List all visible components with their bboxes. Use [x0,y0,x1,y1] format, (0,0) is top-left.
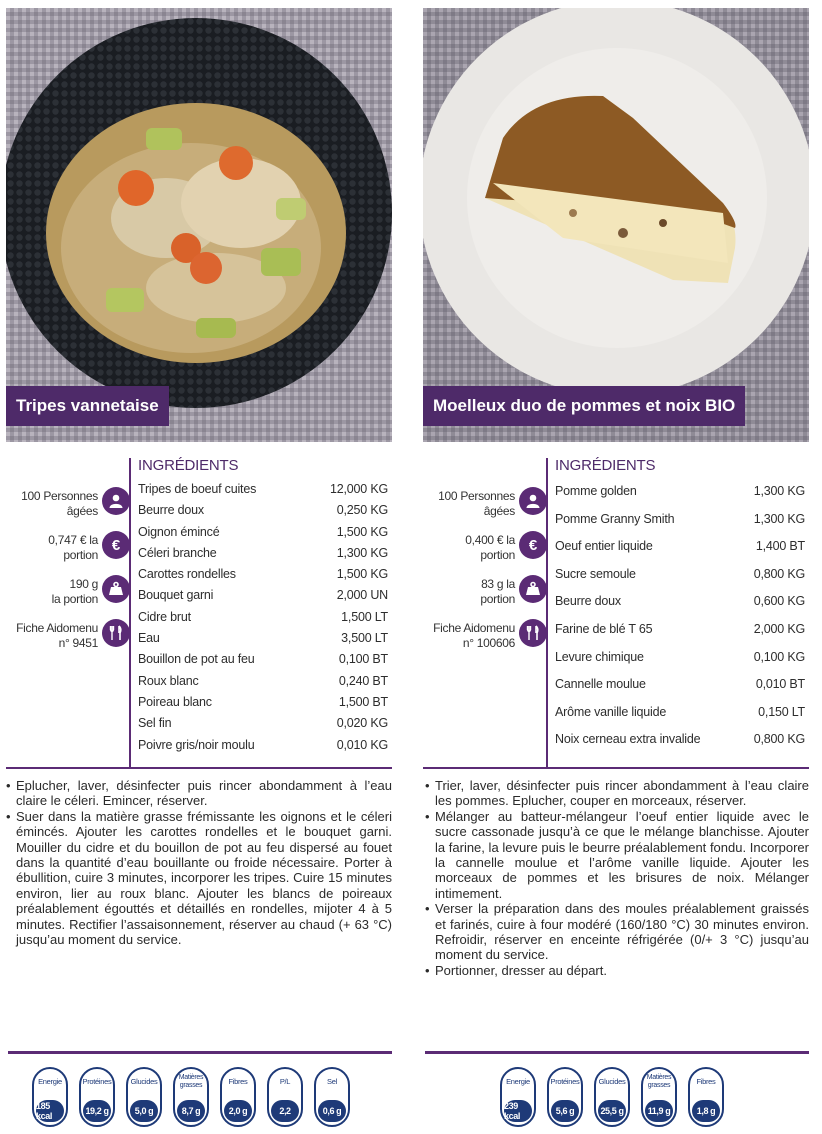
persons-text: 100 Personnes âgées [438,489,515,518]
ingredient-name: Sucre semoule [555,566,636,581]
ingredient-name: Eau [138,631,160,646]
price-text: 0,747 € la portion [48,533,98,562]
preparation-step: • Verser la préparation dans des moules préalablement graissés et farinés, cuire à four modéré (160/180 °C) 30 minutes environ. Refroidir, réserver en enceinte réfrigérée (0/+ 3 °C) jusqu’au moment du service. [425,901,809,963]
ingredient-name: Poireau blanc [138,694,212,709]
fiche-text: Fiche Aidomenu n° 9451 [16,621,98,650]
nutrition-badges [32,1067,361,1127]
nutrition-value: 185 kcal [36,1100,64,1122]
ingredient-name: Arôme vanille liquide [555,704,667,719]
ingredient-quantity: 0,800 KG [753,566,805,581]
euro-icon: € [102,531,130,559]
nutrition-badge [220,1067,256,1127]
nutrition-badge [547,1067,583,1127]
ingredient-row [555,622,805,650]
footer-rule [425,1051,809,1054]
ingredient-name: Céleri branche [138,545,217,560]
person-icon [519,487,547,515]
cutlery-icon [102,619,130,647]
nutrition-label: Sel [327,1077,337,1086]
ingredient-row [555,732,805,760]
ingredient-row [138,695,388,716]
nutrition-value: 8,7 g [177,1100,205,1122]
ingredient-quantity: 0,010 KG [336,737,388,752]
ingredient-row [555,484,805,512]
nutrition-value: 2,0 g [224,1100,252,1122]
ingredient-quantity: 0,800 KG [753,732,805,747]
recipe-title: Tripes vannetaise [6,386,169,426]
nutrition-badge [267,1067,303,1127]
info-fiche [423,619,543,663]
nutrition-value: 11,9 g [645,1100,673,1122]
nutrition-label: Energie [38,1077,62,1086]
weight-text: 83 g la portion [480,577,515,606]
nutrition-badge [314,1067,350,1127]
ingredient-quantity: 1,500 KG [336,567,388,582]
ingredient-name: Poivre gris/noir moulu [138,737,255,752]
ingredient-quantity: 0,150 LT [758,704,805,719]
nutrition-value: 2,2 [271,1100,299,1122]
ingredient-row [555,512,805,540]
ingredient-row [138,482,388,503]
euro-icon: € [519,531,547,559]
info-fiche [6,619,126,663]
scale-icon [102,575,130,603]
info-persons [6,487,126,531]
nutrition-label: Energie [506,1077,530,1086]
ingredient-row [555,539,805,567]
recipe-card-tripes [6,0,392,1134]
preparation-step: • Suer dans la matière grasse frémissante les oignons et le céleri émincés. Ajouter les carottes rondelles et le bouquet garni. Mouiller du cidre et du bouillon de pot au feu dispersé au fouet dans la quantité d’eau bouillante ou froide nécessaire. Porter à ébullition, cuire 3 minutes, incorporer les tripes. Cuire 15 minutes environ, lier au roux blanc. Ajouter les blancs de poireaux préalablement égouttés et détaillés en rondelles, mijoter 4 à 5 minutes. Rectifier l’assaisonnement, réserver au chaud (+ 63 °C) jusqu’au moment du service. [6,809,392,948]
ingredient-row [138,716,388,737]
ingredient-quantity: 1,300 KG [336,545,388,560]
ingredient-quantity: 2,000 KG [753,621,805,636]
nutrition-value: 1,8 g [692,1100,720,1122]
ingredients-divider [546,458,548,768]
nutrition-badge [126,1067,162,1127]
info-weight [423,575,543,619]
ingredient-quantity: 1,500 LT [341,609,388,624]
nutrition-label: Protéines [82,1077,112,1086]
ingredient-quantity: 1,500 KG [336,524,388,539]
ingredient-name: Oignon émincé [138,524,220,539]
persons-text: 100 Personnes âgées [21,489,98,518]
ingredient-name: Levure chimique [555,649,644,664]
ingredients-heading: INGRÉDIENTS [555,457,656,474]
ingredient-quantity: 0,240 BT [338,673,388,688]
ingredient-quantity: 1,500 BT [338,694,388,709]
footer-rule [8,1051,392,1054]
ingredient-name: Carottes rondelles [138,567,236,582]
nutrition-badge [594,1067,630,1127]
ingredient-row [138,631,388,652]
nutrition-value: 5,0 g [130,1100,158,1122]
nutrition-label: Fibres [228,1077,248,1086]
ingredient-row [555,677,805,705]
nutrition-label: P/L [279,1077,291,1086]
ingredient-quantity: 2,000 UN [336,588,388,603]
ingredients-list [138,482,388,759]
ingredient-row [138,674,388,695]
recipe-info [6,487,126,663]
nutrition-label: Glucides [130,1077,158,1086]
preparation-step: • Trier, laver, désinfecter puis rincer abondamment à l’eau claire les pommes. Eplucher, couper en morceaux, réserver. [425,778,809,809]
ingredient-row [138,588,388,609]
ingredient-row [555,705,805,733]
recipe-title: Moelleux duo de pommes et noix BIO [423,386,745,426]
ingredient-row [555,650,805,678]
ingredient-quantity: 3,500 LT [341,631,388,646]
preparation-step: • Mélanger au batteur-mélangeur l’oeuf entier liquide avec le sucre cassonade jusqu’à ce que le mélange blanchisse. Ajouter la farine, la levure puis le beurre préalablement fondu. Incorporer la cannelle moulue et l’arôme vanille liquide. Ajouter les morceaux de pommes et les brisures de noix. Mélanger intimement. [425,809,809,901]
ingredient-name: Pomme Granny Smith [555,511,675,526]
ingredient-quantity: 0,020 KG [336,716,388,731]
preparation-step: • Portionner, dresser au départ. [425,963,809,978]
ingredient-quantity: 12,000 KG [330,482,388,496]
ingredient-name: Oeuf entier liquide [555,539,653,554]
nutrition-badge [500,1067,536,1127]
nutrition-value: 25,5 g [598,1100,626,1122]
nutrition-label: Glucides [598,1077,626,1086]
ingredient-quantity: 0,100 BT [338,652,388,667]
ingredient-name: Beurre doux [555,594,621,609]
ingredient-name: Beurre doux [138,503,204,518]
nutrition-badge [641,1067,677,1127]
weight-text: 190 g la portion [51,577,98,606]
ingredient-name: Cannelle moulue [555,677,646,692]
ingredient-name: Sel fin [138,716,172,731]
cutlery-icon [519,619,547,647]
preparation-steps [425,778,809,978]
nutrition-label: Protéines [550,1077,580,1086]
info-price [423,531,543,575]
ingredient-row [138,567,388,588]
fiche-text: Fiche Aidomenu n° 100606 [433,621,515,650]
ingredient-row [138,503,388,524]
ingredients-list [555,484,805,760]
ingredient-row [138,525,388,546]
ingredient-quantity: 1,300 KG [753,484,805,498]
steps-rule [423,767,809,769]
nutrition-value: 19,2 g [83,1100,111,1122]
ingredient-quantity: 1,400 BT [755,539,805,554]
nutrition-badge [79,1067,115,1127]
ingredient-quantity: 0,010 BT [755,677,805,692]
ingredient-row [138,610,388,631]
ingredient-row [555,567,805,595]
recipe-photo [423,8,809,442]
ingredient-name: Noix cerneau extra invalide [555,732,701,747]
info-weight [6,575,126,619]
ingredient-quantity: 1,300 KG [753,511,805,526]
nutrition-label: Fibres [696,1077,716,1086]
nutrition-label: Matières grasses [178,1074,204,1089]
ingredients-heading: INGRÉDIENTS [138,457,239,474]
nutrition-value: 5,6 g [551,1100,579,1122]
nutrition-badge [32,1067,68,1127]
nutrition-value: 0,6 g [318,1100,346,1122]
ingredient-quantity: 0,100 KG [753,649,805,664]
info-price [6,531,126,575]
scale-icon [519,575,547,603]
nutrition-badges [500,1067,735,1127]
recipe-info [423,487,543,663]
ingredient-name: Cidre brut [138,609,191,624]
preparation-step: • Eplucher, laver, désinfecter puis rincer abondamment à l’eau claire le céleri. Emincer, réserver. [6,778,392,809]
ingredient-name: Bouillon de pot au feu [138,652,255,667]
recipe-photo [6,8,392,442]
ingredient-row [138,738,388,759]
ingredient-row [555,594,805,622]
nutrition-badge [173,1067,209,1127]
ingredient-name: Roux blanc [138,673,199,688]
info-persons [423,487,543,531]
ingredient-name: Bouquet garni [138,588,214,603]
ingredient-quantity: 0,600 KG [753,594,805,609]
ingredients-divider [129,458,131,768]
ingredient-name: Pomme golden [555,484,637,498]
ingredient-name: Tripes de boeuf cuites [138,482,257,496]
ingredient-row [138,546,388,567]
nutrition-badge [688,1067,724,1127]
ingredient-row [138,652,388,673]
ingredient-quantity: 0,250 KG [336,503,388,518]
nutrition-value: 239 kcal [504,1100,532,1122]
preparation-steps [6,778,392,947]
recipe-card-moelleux [423,0,809,1134]
price-text: 0,400 € la portion [465,533,515,562]
person-icon [102,487,130,515]
ingredient-name: Farine de blé T 65 [555,621,653,636]
steps-rule [6,767,392,769]
nutrition-label: Matières grasses [646,1074,672,1089]
